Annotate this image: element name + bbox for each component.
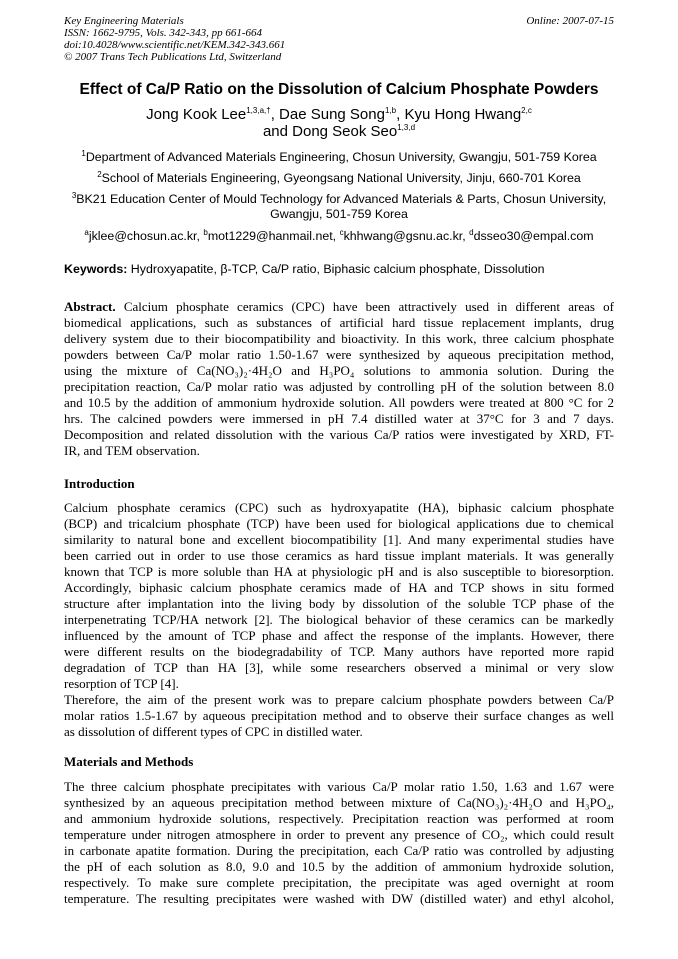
text-line xyxy=(64,564,614,580)
affil-text-cont: Gwangju, 501-759 Korea xyxy=(270,207,408,221)
line-text: Therefore, the aim of the present work was to prepare calcium phosphate powders between Ca/P xyxy=(64,692,614,707)
email: khhwang@gsnu.ac.kr, xyxy=(343,229,470,243)
email-sup: d xyxy=(469,227,474,237)
text-line xyxy=(64,379,614,395)
journal-name: Key Engineering Materials xyxy=(64,15,184,27)
text-line xyxy=(64,331,614,347)
email: mot1229@hanmail.net, xyxy=(207,229,340,243)
text-line xyxy=(64,299,614,315)
line-text: the pH of each solution as 8.0, 9.0 and 10.5 by the addition of ammonium hydroxide solution, xyxy=(64,859,614,874)
text-line xyxy=(64,516,614,532)
introduction-body xyxy=(64,500,614,740)
keywords-label: Keywords: xyxy=(64,262,128,276)
line-text: delivery system due to their biocompatibility and bioactivity. In this work, three calcium phosphate xyxy=(64,331,614,346)
author-affil: 2,c xyxy=(521,106,532,115)
text-line xyxy=(64,628,614,644)
line-text: IR, and TEM observation. xyxy=(64,443,200,458)
line-text: precipitation reaction, Ca/P molar ratio was adjusted by controlling pH of the solution between 8.0 xyxy=(64,379,614,394)
text-line xyxy=(64,875,614,891)
line-text: using the mixture of Ca(NO₃)₂·4H₂O and H₃PO₄ solutions to ammonia solution. During the xyxy=(64,363,614,378)
text-line xyxy=(64,596,614,612)
text-line xyxy=(64,612,614,628)
doi-line: doi:10.4028/www.scientific.net/KEM.342-343.661 xyxy=(64,39,286,51)
author-name: Kyu Hong Hwang xyxy=(404,106,522,123)
methods-heading: Materials and Methods xyxy=(64,754,194,769)
text-line xyxy=(64,395,614,411)
line-text: synthesized by an aqueous precipitation method between mixture of Ca(NO₃)₂·4H₂O and H₃PO₄, xyxy=(64,795,614,810)
text-line xyxy=(64,580,614,596)
email-sup: b xyxy=(203,227,208,237)
paper-title: Effect of Ca/P Ratio on the Dissolution of Calcium Phosphate Powders xyxy=(79,81,599,98)
text-line xyxy=(64,779,614,795)
author-affil: 1,b xyxy=(384,106,397,115)
line-text: and 10.5 by the addition of ammonium hydroxide solution. All powders were treated at 800 °C for 2 xyxy=(64,395,614,410)
author-name: Dae Sung Song xyxy=(279,106,385,123)
text-line xyxy=(64,363,614,379)
author-name: Jong Kook Lee xyxy=(146,106,247,123)
text-line xyxy=(64,443,614,459)
affil-number: 1 xyxy=(81,148,86,158)
copyright-line: © 2007 Trans Tech Publications Ltd, Switzerland xyxy=(64,51,282,63)
line-text: hrs. The calcined powders were immersed in pH 7.4 distilled water at 37°C for 3 and 7 days. xyxy=(64,411,614,426)
text-line xyxy=(64,315,614,331)
line-text: similarity to natural bone and excellent biocompatibility [1]. And many experimental studies have xyxy=(64,532,614,547)
issn-line: ISSN: 1662-9795, Vols. 342-343, pp 661-664 xyxy=(64,27,262,39)
email-sup: c xyxy=(339,227,344,237)
email: dsseo30@empal.com xyxy=(473,229,594,243)
abstract-label: Abstract. xyxy=(64,299,116,314)
text-line xyxy=(64,827,614,843)
email-list xyxy=(0,229,678,244)
introduction-heading: Introduction xyxy=(64,476,135,491)
online-date: Online: 2007-07-15 xyxy=(526,15,614,27)
text-line xyxy=(64,500,614,516)
separator: , xyxy=(270,106,280,123)
line-text: resorption of TCP [4]. xyxy=(64,676,179,691)
line-text: structure after implantation into the living body by dissolution of the soluble TCP phase of the xyxy=(64,596,614,611)
affiliation-3 xyxy=(0,192,678,222)
email: jklee@chosun.ac.kr, xyxy=(88,229,204,243)
author-name: and Dong Seok Seo xyxy=(262,123,398,140)
text-line xyxy=(64,724,614,740)
affil-text: School of Materials Engineering, Gyeongsang National University, Jinju, 660-701 Korea xyxy=(101,171,581,185)
line-text: (BCP) and tricalcium phosphate (TCP) have been used for biological applications due to chemical xyxy=(64,516,614,531)
line-text: as dissolution of different types of CPC in distilled water. xyxy=(64,724,363,739)
text-line xyxy=(64,411,614,427)
text-line xyxy=(64,347,614,363)
text-line xyxy=(64,891,614,907)
affil-text: BK21 Education Center of Mould Technology for Advanced Materials & Parts, Chosun University, xyxy=(76,192,607,206)
line-text: were different results on the biodegradability of TCP. Many authors have reported more rapid xyxy=(64,644,614,659)
journal-header xyxy=(64,15,285,63)
line-text: been carried out in order to use those ceramics as hard tissue implant materials. It was generally xyxy=(64,548,614,563)
affil-number: 2 xyxy=(97,169,102,179)
text-line xyxy=(64,843,614,859)
text-line xyxy=(64,692,614,708)
affil-number: 3 xyxy=(71,190,77,200)
line-text: respectively. To make sure complete precipitation, the precipitate was aged overnight at room xyxy=(64,875,614,890)
text-line xyxy=(64,644,614,660)
separator: , xyxy=(396,106,405,123)
text-line xyxy=(64,859,614,875)
text-line xyxy=(64,795,614,811)
text-line xyxy=(64,660,614,676)
line-text: Calcium phosphate ceramics (CPC) have been attractively used in different areas of xyxy=(115,299,614,314)
text-line xyxy=(64,811,614,827)
line-text: biomedical applications, such as substances of artificial hard tissue replacement implants, drug xyxy=(64,315,614,330)
text-line xyxy=(64,676,614,692)
keywords-text: Hydroxyapatite, β-TCP, Ca/P ratio, Biphasic calcium phosphate, Dissolution xyxy=(127,262,545,276)
line-text: molar ratios 1.5-1.67 by aqueous precipitation method and to observe their surface changes as well xyxy=(64,708,614,723)
email-sup: a xyxy=(84,227,89,237)
line-text: known that TCP is more soluble than HA at physiologic pH and is also susceptible to bioresorption. xyxy=(64,564,614,579)
author-affil: 1,3,a,† xyxy=(246,106,271,115)
affiliation-1 xyxy=(0,150,678,165)
keywords xyxy=(64,262,545,276)
line-text: influenced by the amount of TCP phase and affect the response of the implants. However, there xyxy=(64,628,614,643)
affiliation-2 xyxy=(0,171,678,186)
text-line xyxy=(64,548,614,564)
author-list xyxy=(0,106,678,140)
line-text: The three calcium phosphate precipitates with various Ca/P molar ratio 1.50, 1.63 and 1.67 were xyxy=(64,779,614,794)
line-text: powders between Ca/P molar ratio 1.50-1.67 were synthesized by aqueous precipitation method, xyxy=(64,347,614,362)
line-text: and ammonium hydroxide solutions, respectively. Precipitation reaction was performed at room xyxy=(64,811,614,826)
text-line xyxy=(64,708,614,724)
line-text: Decomposition and related dissolution with the various Ca/P ratios were investigated by XRD, FT- xyxy=(64,427,614,442)
line-text: temperature. The resulting precipitates were washed with DW (distilled water) and ethyl alcohol, xyxy=(64,891,614,906)
line-text: degradation of TCP than HA [3], while some researchers observed a minimal or very slow xyxy=(64,660,614,675)
line-text: in carbonate apatite formation. During the precipitation, each Ca/P ratio was controlled by adjusting xyxy=(64,843,614,858)
line-text: Calcium phosphate ceramics (CPC) such as hydroxyapatite (HA), biphasic calcium phosphate xyxy=(64,500,614,515)
line-text: temperature under nitrogen atmosphere in order to prevent any presence of CO₂, which could result xyxy=(64,827,614,842)
methods-body xyxy=(64,779,614,907)
affil-text: Department of Advanced Materials Engineering, Chosun University, Gwangju, 501-759 Korea xyxy=(85,150,597,164)
line-text: interpenetrating TCP/HA network [2]. The biological behavior of these ceramics can be markedly xyxy=(64,612,614,627)
text-line xyxy=(64,427,614,443)
text-line xyxy=(64,532,614,548)
line-text: Accordingly, biphasic calcium phosphate ceramics made of HA and TCP shows in situ formed xyxy=(64,580,614,595)
abstract xyxy=(64,299,614,459)
author-affil: 1,3,d xyxy=(397,123,416,132)
